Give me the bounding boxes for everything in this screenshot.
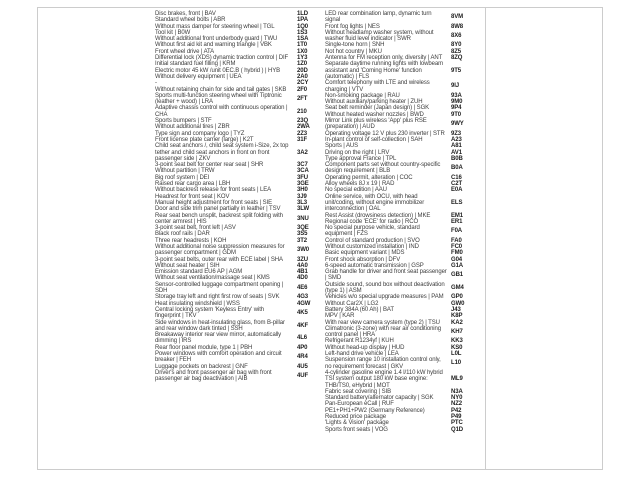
equipment-row <box>325 225 473 238</box>
column-divider-line <box>485 7 486 470</box>
equipment-pr-code: C2T <box>451 181 463 188</box>
equipment-pr-code: 9M0 <box>451 99 463 106</box>
equipment-description: Without partition | TRW <box>155 168 215 175</box>
equipment-description: Standard wheel bolts | ABR <box>155 17 226 24</box>
page-border-frame <box>37 7 603 470</box>
equipment-pr-code: 2Z3 <box>297 130 308 137</box>
equipment-description: Outside sound, sound box without deactivation (type 1) | ASM <box>325 281 445 295</box>
equipment-description: Reduced price package <box>325 414 386 420</box>
equipment-description: Front wheel drive | ATA <box>155 48 215 55</box>
equipment-description: Luggage pockets on backrest | GNF <box>155 363 248 370</box>
equipment-pr-code: 20D <box>297 67 308 74</box>
equipment-pr-code: 4KF <box>297 322 309 329</box>
equipment-pr-code: 3LW <box>297 206 310 213</box>
equipment-pr-code: FM0 <box>451 250 463 257</box>
equipment-pr-code: 93A <box>451 92 462 99</box>
equipment-pr-code: FC0 <box>451 243 463 250</box>
equipment-row <box>155 332 319 345</box>
equipment-pr-code: 4B1 <box>297 269 308 276</box>
equipment-description: Child seat anchors /, child seat system i-Size, 2x top tether and child seat anchors in front on front passenger side | ZKV <box>155 143 289 162</box>
equipment-description: Battery 384A (60 Ah) | BAT <box>325 306 394 313</box>
equipment-pr-code: 8W8 <box>451 23 464 30</box>
equipment-description: Vehicles w/o special upgrade measures | PAM <box>325 294 444 301</box>
equipment-description: Front license plate carrier (large) | K2T <box>155 136 254 143</box>
equipment-row <box>155 282 319 295</box>
equipment-description: Climatronic (3-zone) with rear air conditioning control panel | HRA <box>325 325 442 339</box>
equipment-description: Without additional noise suppression measures for passenger compartment | GDM <box>155 243 285 257</box>
equipment-description: Rest Assist (drowsiness detection) | MKE <box>325 212 431 219</box>
equipment-pr-code: 8ZQ <box>451 55 463 62</box>
equipment-description: Without retaining chain for side and tail gates | SKB <box>155 86 287 93</box>
equipment-row <box>325 30 473 43</box>
equipment-pr-code: B0B <box>451 155 463 162</box>
equipment-pr-code: 3GE <box>297 181 309 188</box>
equipment-pr-code: 3J9 <box>297 193 307 200</box>
equipment-description: Without auxiliary/parking heater | ZUH <box>325 99 423 106</box>
equipment-row <box>325 80 473 93</box>
equipment-row <box>325 370 473 389</box>
equipment-pr-code: 4UF <box>297 373 309 380</box>
equipment-description: Grab handle for driver and front seat passenger | SMD <box>325 269 447 282</box>
equipment-description: Without seat ventilation/massage seat | KMS <box>155 275 270 282</box>
equipment-pr-code: 4R4 <box>297 354 308 361</box>
equipment-pr-code: 1Y3 <box>297 55 308 62</box>
equipment-pr-code: 4P0 <box>297 344 308 351</box>
equipment-pr-code: P42 <box>451 407 462 414</box>
equipment-row <box>155 244 319 257</box>
equipment-pr-code: 4D0 <box>297 275 308 282</box>
equipment-pr-code: 2A0 <box>297 73 308 80</box>
equipment-pr-code: 1X0 <box>297 48 308 55</box>
equipment-row <box>325 118 473 131</box>
equipment-pr-code: AV1 <box>451 149 462 156</box>
equipment-pr-code: 3C7 <box>297 162 308 169</box>
equipment-pr-code: P49 <box>451 414 462 420</box>
equipment-pr-code: B0A <box>451 165 463 172</box>
equipment-row <box>325 326 473 339</box>
equipment-description: PE1+PH1+PW2 (Germany Reference) <box>325 407 425 414</box>
equipment-pr-code: 4G3 <box>297 294 309 301</box>
equipment-row <box>325 357 473 370</box>
equipment-description: Without delivery equipment | UEA <box>155 73 242 80</box>
equipment-pr-code: GW0 <box>451 300 465 307</box>
equipment-description: Type sign and company logo | TYZ <box>155 130 245 137</box>
equipment-pr-code: 8Z5 <box>451 48 462 55</box>
equipment-description: Alloy wheels 8J x 19 | RAD <box>325 181 395 188</box>
equipment-pr-code: GP0 <box>451 294 463 301</box>
equipment-description: Black roof rails | DAR <box>155 231 210 238</box>
equipment-pr-code: J43 <box>451 306 461 313</box>
equipment-description: Big roof system | DEI <box>155 174 210 181</box>
equipment-description: Component parts set without country-specific design requirement | BLB <box>325 162 441 175</box>
equipment-description: In-plant control of self-collection | SAH <box>325 136 423 143</box>
equipment-pr-code: 3H0 <box>297 187 308 194</box>
equipment-description: Emission standard EU6 AP | AGM <box>155 269 243 276</box>
equipment-row <box>325 194 473 213</box>
equipment-description: Sports multi-function steering wheel with Tiptronic (leather + wood) | LRA <box>155 92 282 106</box>
equipment-description: Non-smoking package | RAU <box>325 92 400 99</box>
equipment-pr-code: 1LD <box>297 11 309 17</box>
equipment-pr-code: 3L3 <box>297 199 308 206</box>
equipment-description: Electric motor 45 kW /unit 0EC.B ( hybrid ) | HYB <box>155 67 281 74</box>
equipment-description: With rear view camera system (type 2) | TSU <box>325 319 440 326</box>
equipment-pr-code: 1T0 <box>297 42 308 49</box>
equipment-pr-code: 1PA <box>297 17 308 24</box>
equipment-row <box>155 213 319 226</box>
equipment-pr-code: C16 <box>451 174 462 181</box>
equipment-pr-code: 9IJ <box>451 83 460 90</box>
equipment-pr-code: 3NU <box>297 215 309 222</box>
equipment-pr-code: 4U5 <box>297 363 308 370</box>
equipment-pr-code: KA2 <box>451 319 463 326</box>
equipment-description: Antenna for FM reception only, diversity | ANT <box>325 55 443 62</box>
equipment-row <box>325 427 473 433</box>
equipment-row <box>325 282 473 295</box>
equipment-row <box>155 307 319 320</box>
equipment-column-right <box>325 11 473 433</box>
equipment-description: 'Lights & Vision' package <box>325 420 389 427</box>
equipment-description: Regional code 'ECE' for radio | RCO <box>325 218 419 225</box>
equipment-description: Rear floor panel module, type 1 | PBH <box>155 344 253 351</box>
equipment-pr-code: GB1 <box>451 272 464 279</box>
equipment-description: Breakaway interior rear view mirror, automatically dimming | IRS <box>155 332 282 345</box>
equipment-description: Type approval France | TPL <box>325 155 397 162</box>
equipment-pr-code: KS0 <box>451 344 463 351</box>
equipment-pr-code: 210 <box>297 108 307 115</box>
equipment-description: Adaptive chassis control with continuous operation | CHA <box>155 105 288 118</box>
equipment-description: Single-tone horn | SNH <box>325 42 385 49</box>
equipment-description: Side windows in heat-insulating glass, from B-pillar and rear window dark tinted | SSH <box>155 319 285 332</box>
equipment-description: Operating voltage 12 V plus 230 inverter | STR <box>325 130 445 137</box>
equipment-pr-code: 9WY <box>451 121 464 128</box>
equipment-pr-code: L0L <box>451 351 462 358</box>
equipment-pr-code: ELS <box>451 199 463 206</box>
equipment-description: Without seat heater | SIH <box>155 262 220 269</box>
equipment-description: - <box>155 80 157 87</box>
equipment-description: Mirror Link plus wireless 'App' plus RSE (preparation) | AUD <box>325 118 427 131</box>
equipment-description: LED rear combination lamp, dynamic turn signal <box>325 11 432 24</box>
equipment-description: Without backrest release for front seats | LEA <box>155 187 272 194</box>
equipment-description: 4-cylinder gasoline engine 1.4 l/110 kW hybrid TSI system output 180 kW base engine: THB/TS0, eHybrid | MOT <box>325 369 443 389</box>
equipment-description: Heat insulating windshield | WSS <box>155 300 240 307</box>
equipment-row <box>155 105 319 118</box>
equipment-pr-code: 4L6 <box>297 335 308 342</box>
equipment-description: Differential lock (XDS) dynamic traction control | DIF <box>155 55 289 62</box>
equipment-row <box>155 370 319 383</box>
equipment-pr-code: L10 <box>451 360 462 367</box>
equipment-pr-code: 8X6 <box>451 33 462 40</box>
equipment-column-left <box>155 11 319 383</box>
equipment-description: Sensor-controlled luggage compartment opening | SDH <box>155 281 284 295</box>
equipment-pr-code: G1A <box>451 262 464 269</box>
equipment-description: Sports | AUS <box>325 143 359 150</box>
equipment-description: 3-point seat belt for center rear seat | SHR <box>155 162 264 169</box>
equipment-pr-code: EM1 <box>451 212 464 219</box>
equipment-row <box>155 143 319 162</box>
equipment-description: Basic equipment variant | MDS <box>325 250 405 257</box>
equipment-description: Standard battery/alternator capacity | SGK <box>325 395 434 402</box>
equipment-pr-code: A81 <box>451 143 462 150</box>
equipment-pr-code: 31F <box>297 136 308 143</box>
equipment-pr-code: NZ2 <box>451 401 463 408</box>
equipment-pr-code: N3A <box>451 388 463 395</box>
equipment-pr-code: PTC <box>451 420 463 427</box>
equipment-description: Fabric seat covering | SIB <box>325 388 391 395</box>
equipment-pr-code: 9Z3 <box>451 130 462 137</box>
equipment-description: Initial standard fuel filling | KRM <box>155 61 236 68</box>
equipment-pr-code: 2CY <box>297 80 309 87</box>
equipment-pr-code: E0A <box>451 187 463 194</box>
equipment-description: Comfort telephony with LTE and wireless charging | VTV <box>325 80 430 93</box>
equipment-row <box>325 162 473 175</box>
equipment-description: Central locking system 'Keyless Entry' with fingerprint | TKV <box>155 306 265 320</box>
equipment-description: Operating permit, alteration | COC <box>325 174 413 181</box>
equipment-description: Three rear headrests | KOH <box>155 237 227 244</box>
equipment-description: Without additional tires | ZBR <box>155 124 230 131</box>
equipment-description: Headrest for front seat | KOV <box>155 193 230 200</box>
equipment-row <box>155 93 319 106</box>
equipment-pr-code: 4GW <box>297 300 311 307</box>
equipment-description: Left-hand drive vehicle | LEA <box>325 351 399 358</box>
equipment-description: Without Car2X | LG2 <box>325 300 379 307</box>
equipment-description: Without headlamp washer system, without washer fluid level indicator | SWR <box>325 29 434 43</box>
equipment-description: Online service, with OCU, with head unit/coding, without engine immobilizer interconnection | OAL <box>325 193 425 213</box>
equipment-pr-code: 3CA <box>297 168 309 175</box>
equipment-pr-code: F0A <box>451 228 463 235</box>
equipment-description: Without first aid kit and warning triangle | VBK <box>155 42 272 49</box>
equipment-description: Without customized installation | IND <box>325 243 419 250</box>
equipment-description: Front shock absorption | DFV <box>325 256 401 263</box>
equipment-pr-code: 4A0 <box>297 262 308 269</box>
equipment-pr-code: K8P <box>451 313 463 320</box>
equipment-description: Manual height adjustment for front seats | SIE <box>155 199 273 206</box>
equipment-pr-code: 1S3 <box>297 29 308 36</box>
equipment-pr-code: 9P4 <box>451 105 462 112</box>
equipment-pr-code: 3W0 <box>297 247 310 254</box>
equipment-description: Door and side trim panel partially in leather | TSV <box>155 206 281 213</box>
equipment-pr-code: 4E6 <box>297 284 308 291</box>
equipment-description: Without additional front underbody guard | TWU <box>155 36 278 43</box>
equipment-description: Not hot country | MKU <box>325 48 382 55</box>
equipment-description: Disc brakes, front | BAV <box>155 11 216 17</box>
equipment-pr-code: FA0 <box>451 237 462 244</box>
equipment-description: Power windows with comfort operation and circuit breaker | FEH <box>155 351 282 364</box>
equipment-row <box>155 351 319 364</box>
equipment-pr-code: 1Q0 <box>297 23 309 30</box>
equipment-description: Refrigerant R1234yf | KUH <box>325 338 394 345</box>
equipment-description: No special edition | AAU <box>325 187 387 194</box>
equipment-pr-code: 2FT <box>297 96 308 102</box>
equipment-pr-code: KK3 <box>451 338 463 345</box>
equipment-pr-code: 3A2 <box>297 149 308 156</box>
equipment-row <box>155 320 319 333</box>
equipment-pr-code: 3FU <box>297 174 309 181</box>
equipment-description: MPV | KAR <box>325 313 355 320</box>
equipment-description: Seat belt reminder (Japan design) | SGK <box>325 105 430 112</box>
equipment-pr-code: 8VM <box>451 14 464 21</box>
equipment-description: Driving on the right | LRV <box>325 149 390 156</box>
equipment-description: Rear seat bench unsplit, backrest split folding with center armrest | HIS <box>155 212 283 225</box>
equipment-pr-code: 3ZU <box>297 256 309 263</box>
equipment-description: 3-point seat belt, front left | ASV <box>155 225 236 232</box>
equipment-pr-code: 4K5 <box>297 310 308 317</box>
equipment-description: Separate daytime running lights with lowbeam assistant and 'Coming Home' function (automatic) | FLS <box>325 61 443 80</box>
equipment-description: 3-point seat belts, outer rear with ECE label | SHA <box>155 256 283 263</box>
equipment-description: No special purpose vehicle, standard equipment | FZS <box>325 225 420 238</box>
equipment-description: Tool kit | B0W <box>155 29 191 36</box>
equipment-pr-code: G04 <box>451 256 463 263</box>
equipment-pr-code: Q1D <box>451 426 464 433</box>
equipment-description: Without heated washer nozzles | BWD <box>325 111 424 118</box>
equipment-pr-code: GM4 <box>451 284 464 291</box>
equipment-row <box>325 269 473 282</box>
equipment-description: Without mass damper for steering wheel | TGL <box>155 23 275 30</box>
equipment-description: Sports front seats | VOG <box>325 426 388 433</box>
equipment-pr-code: 2WA <box>297 124 310 131</box>
equipment-description: Driver's and front passenger air bag with front passenger air bag deactivation | AIB <box>155 369 272 383</box>
equipment-pr-code: KH7 <box>451 328 463 335</box>
equipment-pr-code: 1Z0 <box>297 61 308 68</box>
equipment-pr-code: 9T0 <box>451 111 462 118</box>
equipment-pr-code: 3T2 <box>297 237 308 244</box>
equipment-pr-code: A23 <box>451 136 462 143</box>
equipment-pr-code: 3S5 <box>297 231 308 238</box>
equipment-row <box>325 61 473 80</box>
equipment-description: Control of standard production | SVO <box>325 237 420 244</box>
equipment-pr-code: NY0 <box>451 395 463 402</box>
equipment-pr-code: 3QE <box>297 225 309 232</box>
equipment-pr-code: 8Y0 <box>451 42 462 49</box>
equipment-row <box>325 11 473 24</box>
equipment-description: Storage tray left and right first row of seats | SVK <box>155 294 280 301</box>
equipment-description: 6-speed automatic transmission | GSP <box>325 262 424 269</box>
equipment-pr-code: ML9 <box>451 376 463 383</box>
equipment-description: Without head-up display | HUD <box>325 344 405 351</box>
equipment-description: Sports bumpers | STF <box>155 118 212 125</box>
equipment-description: Front fog lights | NES <box>325 23 380 30</box>
equipment-description: Pan-European eCall | RUF <box>325 401 394 408</box>
equipment-pr-code: 1SA <box>297 36 309 43</box>
equipment-pr-code: 9T5 <box>451 67 462 74</box>
equipment-description: Suspension range 10 installation control only, no requirement forecast | GKV <box>325 357 441 370</box>
equipment-description: Raised rear cargo area | LBH <box>155 181 231 188</box>
equipment-pr-code: ER1 <box>451 218 463 225</box>
equipment-pr-code: 2F0 <box>297 86 308 93</box>
equipment-pr-code: 23Q <box>297 118 309 125</box>
